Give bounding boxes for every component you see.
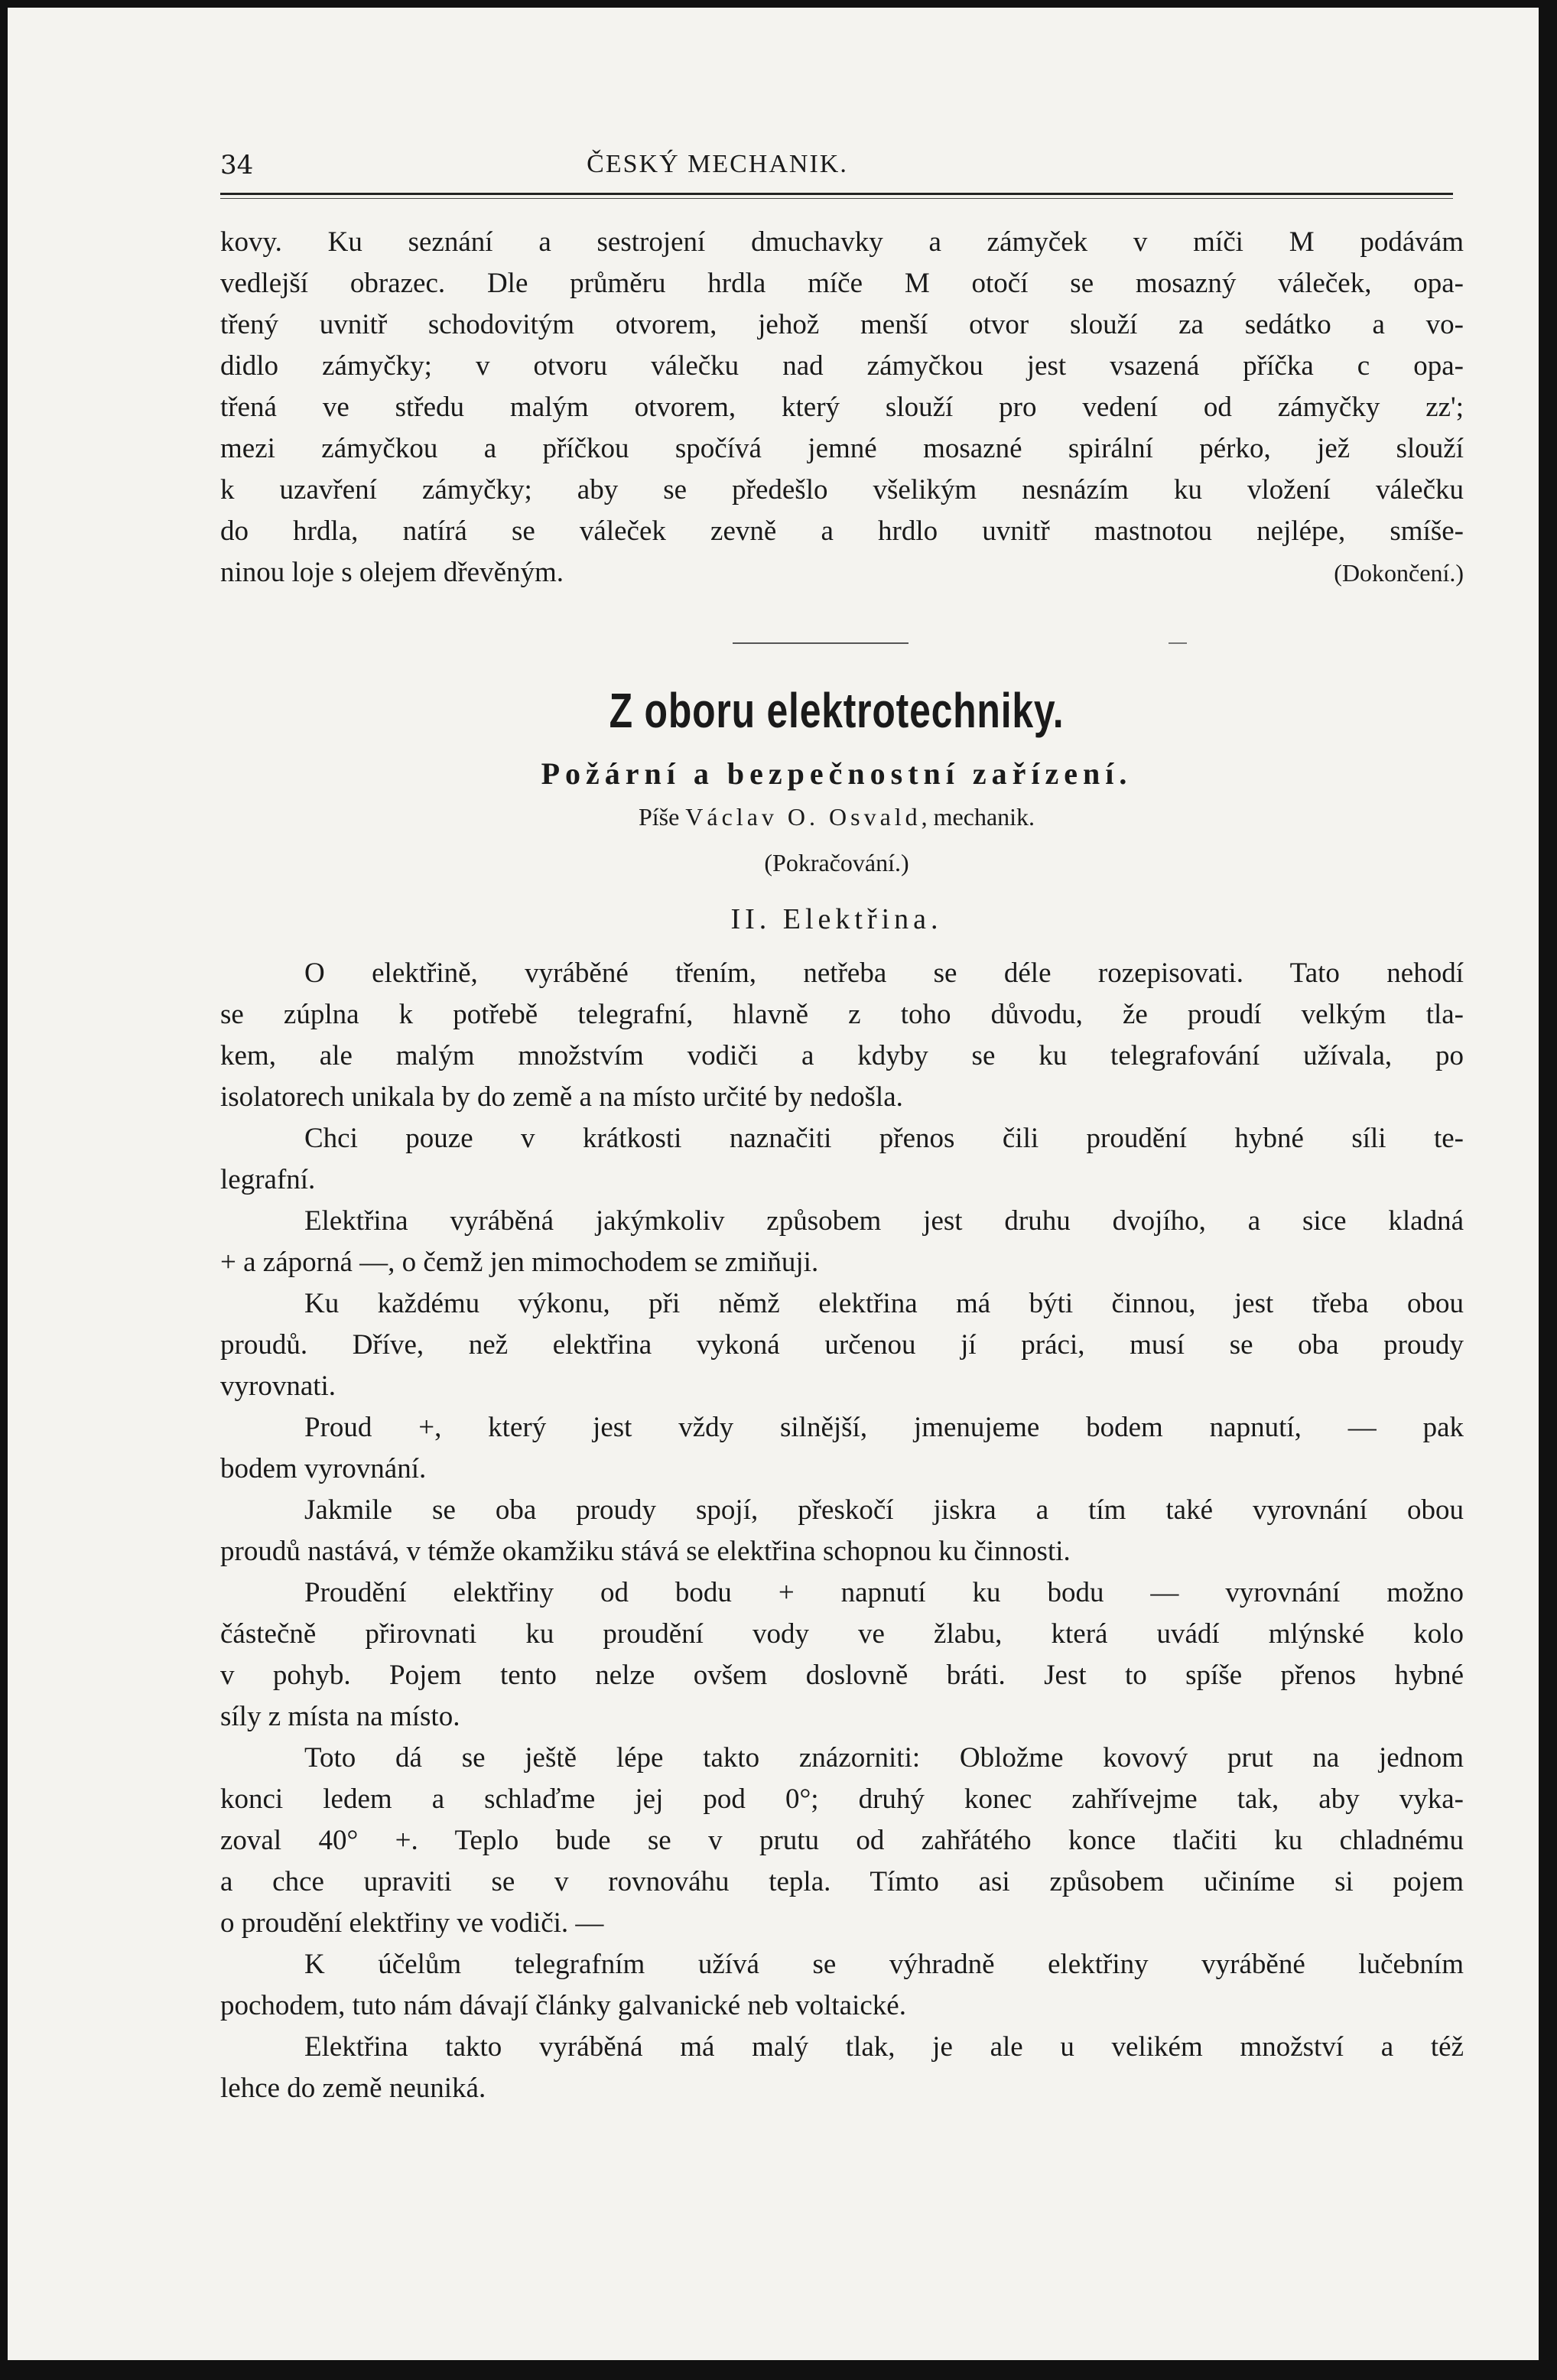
text-line: konci ledem a schlaďme jej pod 0°; druhý konec zahřívejme tak, aby vyka- bbox=[220, 1783, 1464, 1815]
section-separator bbox=[733, 642, 909, 644]
text-line: se zúplna k potřebě telegrafní, hlavně z toho důvodu, že proudí velkým tla- bbox=[220, 999, 1464, 1030]
running-title: ČESKÝ MECHANIK. bbox=[587, 150, 848, 178]
text-line: síly z místa na místo. bbox=[220, 1701, 460, 1732]
section-title: II. Elektřina. bbox=[730, 903, 943, 935]
text-line: vedlejší obrazec. Dle průměru hrdla míče M otočí se mosazný váleček, opa- bbox=[220, 268, 1464, 299]
header-rule-thin bbox=[220, 198, 1453, 199]
text-line: K účelům telegrafním užívá se výhradně elektřiny vyráběné lučebním bbox=[304, 1949, 1464, 1980]
text-line: Elektřina vyráběná jakýmkoliv způsobem jest druhu dvojího, a sice kladná bbox=[304, 1205, 1464, 1237]
text-line: kovy. Ku seznání a sestrojení dmuchavky a zámyček v míči M podávám bbox=[220, 226, 1464, 258]
author-name: Václav O. Osvald bbox=[685, 803, 922, 831]
text-line: pochodem, tuto nám dávají články galvanické neb voltaické. bbox=[220, 1990, 906, 2021]
article-title: Z oboru elektrotechniky. bbox=[609, 683, 1065, 738]
text-line: proudů. Dříve, než elektřina vykoná určenou jí práci, musí se oba proudy bbox=[220, 1329, 1464, 1361]
text-line: Toto dá se ještě lépe takto znázorniti: Obložme kovový prut na jednom bbox=[304, 1742, 1464, 1774]
text-line: třený uvnitř schodovitým otvorem, jehož menší otvor slouží za sedátko a vo- bbox=[220, 309, 1464, 340]
author-prefix: Píše bbox=[638, 803, 680, 831]
article-body bbox=[220, 953, 1464, 2109]
page-header bbox=[220, 150, 1453, 187]
text-line: proudů nastává, v témže okamžiku stává se elektřina schopnou ku činnosti. bbox=[220, 1536, 1071, 1567]
text-line: Chci pouze v krátkosti naznačiti přenos čili proudění hybné síli te- bbox=[304, 1123, 1464, 1154]
text-line: + a záporná —, o čemž jen mimochodem se zmiňuji. bbox=[220, 1247, 819, 1278]
intro-paragraph bbox=[220, 222, 1464, 593]
text-line: do hrdla, natírá se váleček zevně a hrdlo uvnitř mastnotou nejlépe, smíše- bbox=[220, 515, 1464, 547]
text-line: Proud +, který jest vždy silnější, jmenujeme bodem napnutí, — pak bbox=[304, 1412, 1464, 1443]
article-author bbox=[220, 803, 1453, 831]
continuation-note: (Pokračování.) bbox=[764, 849, 909, 876]
text-line: legrafní. bbox=[220, 1164, 316, 1195]
article-subtitle: Požární a bezpečnostní zařízení. bbox=[541, 756, 1133, 791]
author-suffix: , mechanik. bbox=[921, 803, 1035, 831]
text-line: a chce upraviti se v rovnováhu tepla. Tímto asi způsobem učiníme si pojem bbox=[220, 1866, 1464, 1897]
text-line: částečně přirovnati ku proudění vody ve žlabu, která uvádí mlýnské kolo bbox=[220, 1618, 1464, 1650]
text-line: mezi zámyčkou a příčkou spočívá jemné mosazné spirální pérko, jež slouží bbox=[220, 433, 1464, 464]
text-line: bodem vyrovnání. bbox=[220, 1453, 427, 1484]
text-line: lehce do země neuniká. bbox=[220, 2073, 486, 2104]
text-line: o proudění elektřiny ve vodiči. — bbox=[220, 1907, 604, 1939]
text-line: kem, ale malým množstvím vodiči a kdyby se ku telegrafování užívala, po bbox=[220, 1040, 1464, 1071]
text-line: Proudění elektřiny od bodu + napnutí ku bodu — vyrovnání možno bbox=[304, 1577, 1464, 1608]
text-line: v pohyb. Pojem tento nelze ovšem doslovně bráti. Jest to spíše přenos hybné bbox=[220, 1660, 1464, 1691]
text-line: k uzavření zámyčky; aby se předešlo všelikým nesnázím ku vložení válečku bbox=[220, 474, 1464, 506]
text-line: O elektřině, vyráběné třením, netřeba se déle rozepisovati. Tato nehodí bbox=[304, 958, 1464, 989]
text-line: isolatorech unikala by do země a na místo určité by nedošla. bbox=[220, 1081, 903, 1113]
text-line-content: ninou loje s olejem dřevěným. bbox=[220, 557, 564, 588]
text-line: Elektřina takto vyráběná má malý tlak, je ale u velikém množství a též bbox=[304, 2031, 1464, 2063]
text-line: třená ve středu malým otvorem, který slouží pro vedení od zámyčky zz'; bbox=[220, 392, 1464, 423]
page-number: 34 bbox=[220, 150, 254, 180]
header-rule bbox=[220, 193, 1453, 195]
text-line: vyrovnati. bbox=[220, 1370, 336, 1402]
text-line: Jakmile se oba proudy spojí, přeskočí jiskra a tím také vyrovnání obou bbox=[304, 1494, 1464, 1526]
text-line bbox=[220, 552, 1464, 593]
ended-label: (Dokončení.) bbox=[1334, 559, 1464, 587]
separator-dash bbox=[1169, 642, 1187, 644]
text-line: didlo zámyčky; v otvoru válečku nad zámyčkou jest vsazená příčka c opa- bbox=[220, 350, 1464, 382]
text-line: Ku každému výkonu, při němž elektřina má býti činnou, jest třeba obou bbox=[304, 1288, 1464, 1319]
text-line: zoval 40° +. Teplo bude se v prutu od zahřátého konce tlačiti ku chladnému bbox=[220, 1825, 1464, 1856]
